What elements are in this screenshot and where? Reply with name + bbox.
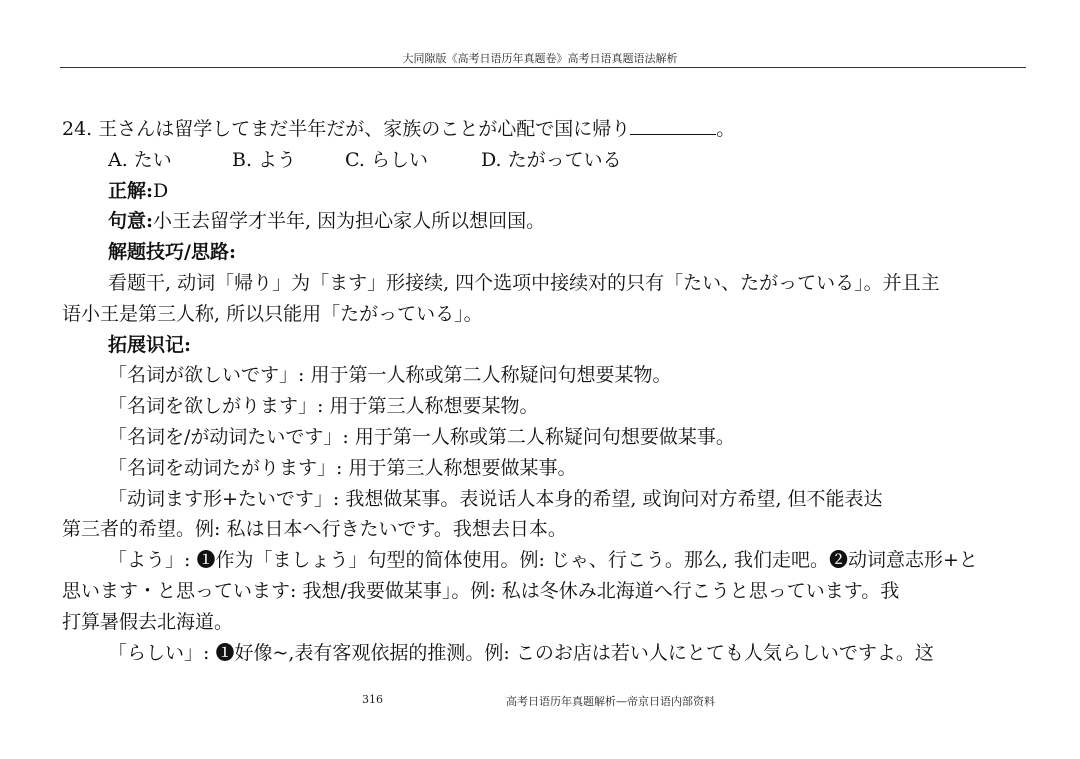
method-line-1: 看题干, 动词「帰り」为「ます」形接续, 四个选项中接续对的只有「たい、たがっている」。并且主 bbox=[108, 271, 940, 294]
question-stem bbox=[62, 114, 1027, 145]
expansion-line-3: 「名词を/が动词たいです」: 用于第一人称或第二人称疑问句想要做某事。 bbox=[108, 425, 735, 448]
answer-value: D bbox=[153, 179, 169, 202]
option-d: D. たがっている bbox=[481, 148, 622, 171]
method-line-2: 语小王是第三人称, 所以只能用「たがっている」。 bbox=[62, 302, 483, 325]
option-c: C. らしい bbox=[345, 148, 428, 171]
option-a: A. たい bbox=[108, 148, 172, 171]
expansion-line-4: 「名词を动词たがります」: 用于第三人称想要做某事。 bbox=[108, 456, 577, 479]
meaning-line bbox=[62, 206, 1027, 237]
expansion-line-2: 「名词を欲しがります」: 用于第三人称想要某物。 bbox=[108, 395, 539, 418]
expansion-line-1: 「名词が欲しいです」: 用于第一人称或第二人称疑问句想要某物。 bbox=[108, 364, 672, 387]
page-number: 316 bbox=[362, 693, 383, 706]
method-heading: 解题技巧/思路: bbox=[108, 241, 236, 264]
answer-blank bbox=[630, 116, 716, 135]
header-divider bbox=[60, 67, 1026, 68]
expansion-line-8: 思います・と思っています: 我想/我要做某事」。例: 私は冬休み北海道へ行こうと思っています。我 bbox=[62, 579, 900, 602]
question-end: 。 bbox=[716, 118, 736, 140]
question-text: 24. 王さんは留学してまだ半年だが、家族のことが心配で国に帰り bbox=[62, 118, 631, 140]
answer-label: 正解: bbox=[108, 179, 154, 202]
expansion-line-7: 「よう」: ❶作为「ましょう」句型的简体使用。例: じゃ、行こう。那么, 我们走吧。❷动词意志形+と bbox=[108, 549, 978, 572]
footer-title: 高考日语历年真题解析—帝京日语内部资料 bbox=[506, 695, 715, 708]
answer-line bbox=[62, 176, 1027, 207]
expansion-line-9: 打算暑假去北海道。 bbox=[62, 610, 234, 633]
page-body bbox=[62, 114, 1027, 668]
running-header: 大同隙版《高考日语历年真题卷》高考日语真题语法解析 bbox=[402, 52, 678, 65]
expansion-heading: 拓展识记: bbox=[108, 333, 192, 356]
meaning-text: 小王去留学才半年, 因为担心家人所以想回国。 bbox=[153, 210, 546, 233]
expansion-line-10: 「らしい」: ❶好像~,表有客观依据的推测。例: このお店は若い人にとても人気らしいですよ。这 bbox=[108, 641, 934, 664]
options-row bbox=[62, 145, 1027, 176]
expansion-line-5: 「动词ます形+たいです」: 我想做某事。表说话人本身的希望, 或询问对方希望, 但不能表达 bbox=[108, 487, 883, 510]
expansion-line-6: 第三者的希望。例: 私は日本へ行きたいです。我想去日本。 bbox=[62, 518, 567, 541]
meaning-label: 句意: bbox=[108, 210, 154, 233]
option-b: B. よう bbox=[232, 148, 297, 171]
